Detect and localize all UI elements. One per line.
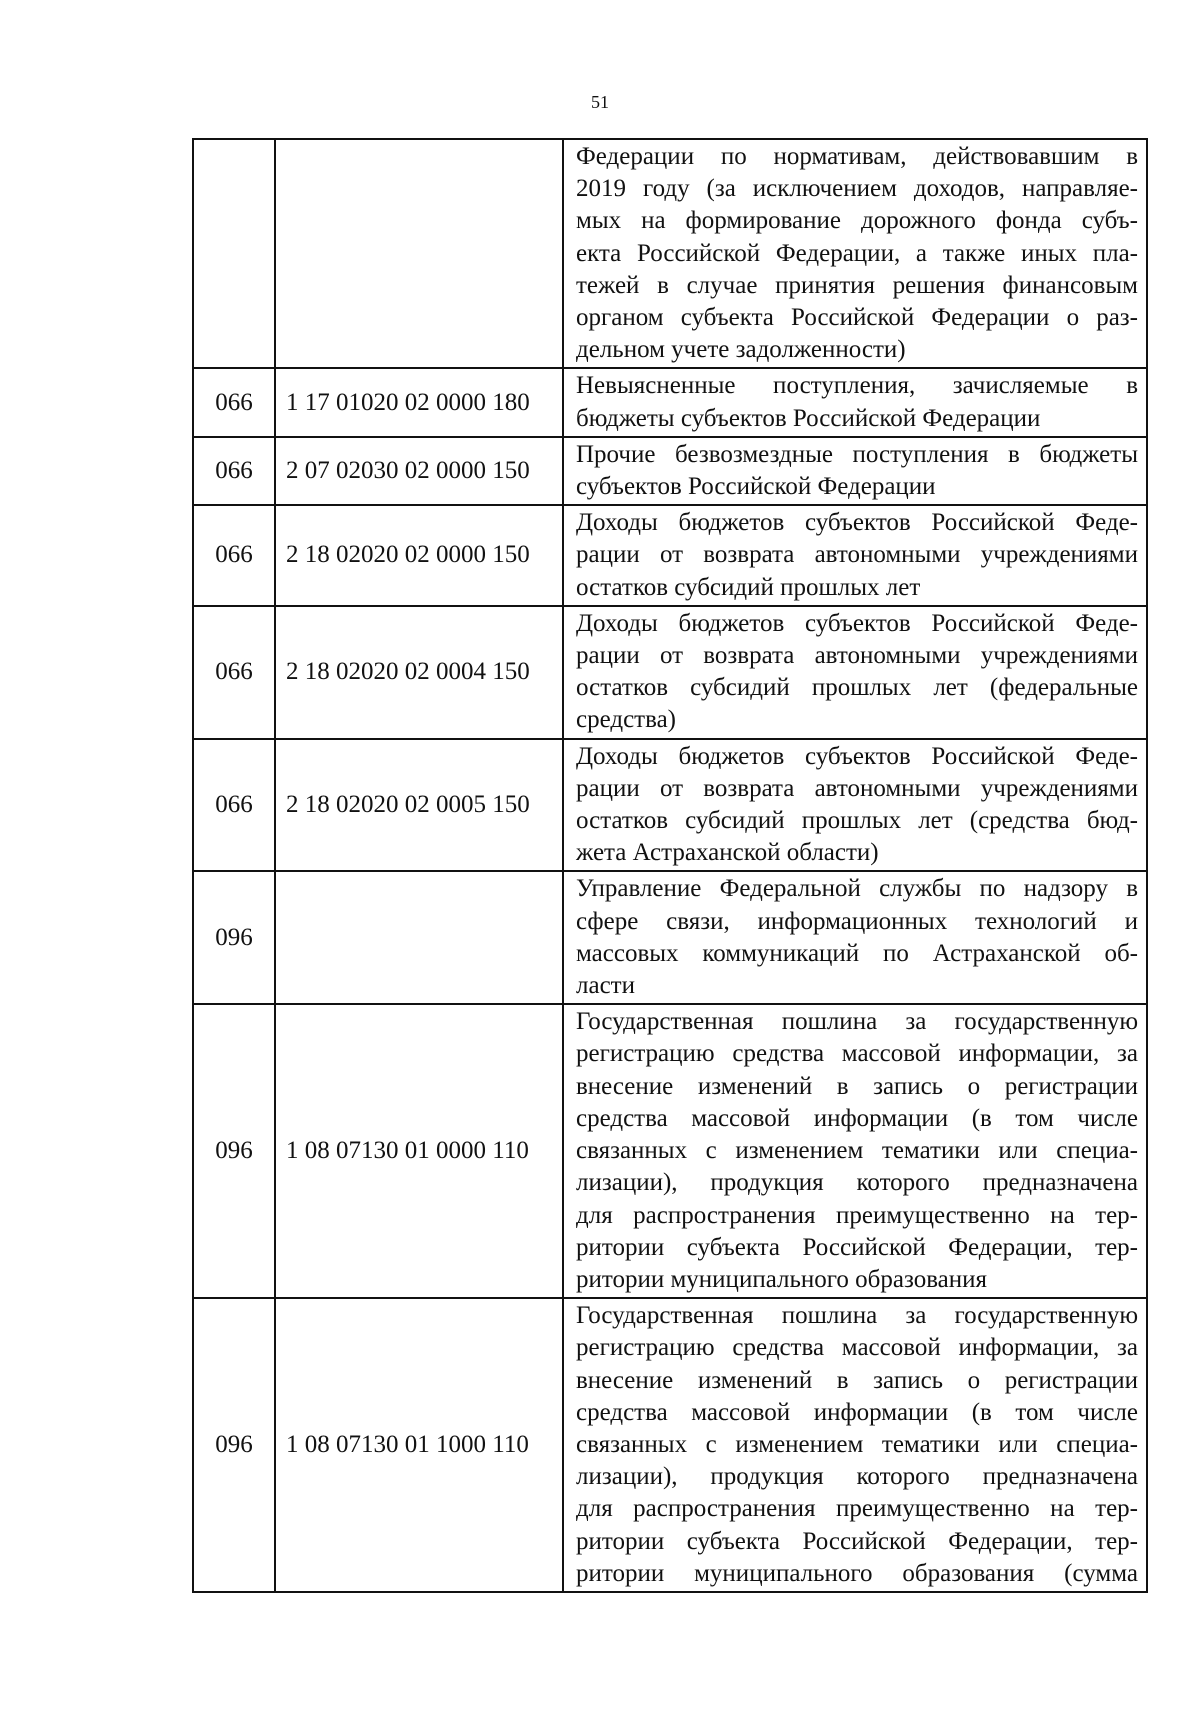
description-line: Государственная пошлина за государственную — [576, 1008, 1138, 1036]
admin-code-cell: 096 — [193, 1004, 275, 1298]
description-cell — [563, 739, 1147, 872]
description-line: Доходы бюджетов субъектов Российской Феде- — [576, 509, 1138, 537]
description-line: лизации), продукция которого предназначена — [576, 1463, 1138, 1491]
description-line: внесение изменений в запись о регистрации — [576, 1072, 1138, 1100]
budget-code-cell: 1 17 01020 02 0000 180 — [275, 368, 563, 436]
admin-code-cell: 096 — [193, 1298, 275, 1592]
description-line: жета Астраханской области) — [576, 839, 879, 867]
description-line: рации от возврата автономными учреждениями — [576, 642, 1138, 670]
description-line: 2019 году (за исключением доходов, направляе- — [576, 175, 1138, 203]
description-line: екта Российской Федерации, а также иных пла- — [576, 239, 1138, 267]
table-row — [193, 606, 1147, 739]
description-line: Прочие безвозмездные поступления в бюджеты — [576, 440, 1138, 468]
admin-code-cell: 066 — [193, 739, 275, 872]
description-line: Доходы бюджетов субъектов Российской Феде- — [576, 609, 1138, 637]
description-line: сфере связи, информационных технологий и — [576, 907, 1138, 935]
description-line: дельном учете задолженности) — [576, 336, 906, 364]
admin-code-cell: 066 — [193, 505, 275, 606]
table-row — [193, 739, 1147, 872]
description-line: рации от возврата автономными учреждениями — [576, 541, 1138, 569]
budget-code-cell: 1 08 07130 01 1000 110 — [275, 1298, 563, 1592]
description-line: Федерации по нормативам, действовавшим в — [576, 143, 1138, 170]
admin-code-cell — [193, 139, 275, 368]
admin-code-cell: 066 — [193, 437, 275, 505]
table-row — [193, 139, 1147, 368]
description-line: органом субъекта Российской Федерации о раз- — [576, 304, 1138, 332]
description-line: для распространения преимущественно на тер- — [576, 1495, 1138, 1523]
description-cell — [563, 1298, 1147, 1592]
description-line: Государственная пошлина за государственную — [576, 1302, 1138, 1330]
table-row — [193, 437, 1147, 505]
budget-code-cell: 1 08 07130 01 0000 110 — [275, 1004, 563, 1298]
description-line: остатков субсидий прошлых лет (федеральные — [576, 674, 1138, 702]
budget-code-cell: 2 18 02020 02 0000 150 — [275, 505, 563, 606]
budget-code-cell: 2 18 02020 02 0005 150 — [275, 739, 563, 872]
description-line: массовых коммуникаций по Астраханской об- — [576, 939, 1138, 967]
description-cell — [563, 368, 1147, 436]
revenue-codes-table — [192, 138, 1148, 1593]
table-row — [193, 1004, 1147, 1298]
budget-code-cell: 2 07 02030 02 0000 150 — [275, 437, 563, 505]
description-line: ритории субъекта Российской Федерации, тер- — [576, 1233, 1138, 1261]
description-line: ритории муниципального образования — [576, 1265, 988, 1293]
admin-code-cell: 096 — [193, 871, 275, 1004]
description-line: средства) — [576, 706, 676, 734]
description-line: ритории субъекта Российской Федерации, тер- — [576, 1527, 1138, 1555]
table-row — [193, 1298, 1147, 1592]
description-line: мых на формирование дорожного фонда субъ- — [576, 207, 1138, 235]
description-line: ритории муниципального образования (сумма — [576, 1559, 1138, 1587]
description-line: внесение изменений в запись о регистрации — [576, 1366, 1138, 1394]
description-line: рации от возврата автономными учреждениями — [576, 774, 1138, 802]
description-line: связанных с изменением тематики или специа- — [576, 1430, 1138, 1458]
description-line: Управление Федеральной службы по надзору в — [576, 875, 1138, 903]
description-line: средства массовой информации (в том числе — [576, 1398, 1138, 1426]
description-line: регистрацию средства массовой информации, за — [576, 1334, 1138, 1362]
description-cell — [563, 871, 1147, 1004]
description-line: Доходы бюджетов субъектов Российской Феде- — [576, 742, 1138, 770]
description-line: регистрацию средства массовой информации, за — [576, 1040, 1138, 1068]
description-line: Невыясненные поступления, зачисляемые в — [576, 372, 1138, 400]
table-row — [193, 368, 1147, 436]
description-line: для распространения преимущественно на тер- — [576, 1201, 1138, 1229]
admin-code-cell: 066 — [193, 606, 275, 739]
description-cell — [563, 1004, 1147, 1298]
budget-code-cell: 2 18 02020 02 0004 150 — [275, 606, 563, 739]
table-row — [193, 871, 1147, 1004]
description-line: средства массовой информации (в том числе — [576, 1104, 1138, 1132]
budget-code-cell — [275, 871, 563, 1004]
table-row — [193, 505, 1147, 606]
description-cell — [563, 437, 1147, 505]
description-line: остатков субсидий прошлых лет (средства бюд- — [576, 807, 1138, 835]
description-cell — [563, 606, 1147, 739]
description-line: связанных с изменением тематики или специа- — [576, 1137, 1138, 1165]
page-number: 51 — [591, 92, 609, 112]
description-line: субъектов Российской Федерации — [576, 473, 936, 501]
description-cell — [563, 139, 1147, 368]
description-line: остатков субсидий прошлых лет — [576, 573, 921, 601]
description-line: ласти — [576, 972, 635, 1000]
description-cell — [563, 505, 1147, 606]
admin-code-cell: 066 — [193, 368, 275, 436]
description-line: лизации), продукция которого предназначена — [576, 1169, 1138, 1197]
description-line: тежей в случае принятия решения финансовым — [576, 271, 1138, 299]
budget-code-cell — [275, 139, 563, 368]
description-line: бюджеты субъектов Российской Федерации — [576, 404, 1041, 432]
